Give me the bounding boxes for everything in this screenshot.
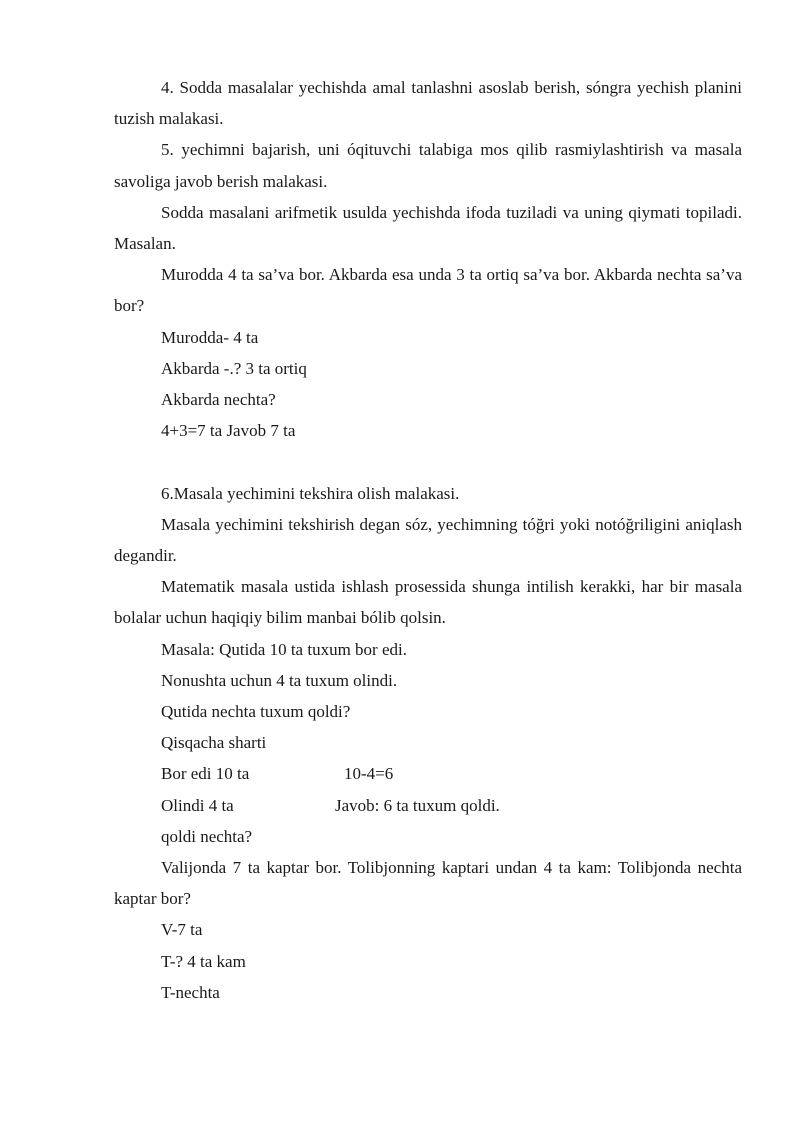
- line-murodda: Murodda- 4 ta: [161, 327, 259, 347]
- line-expression: 10-4=6: [344, 764, 394, 784]
- line-v: V-7 ta: [161, 920, 203, 940]
- heading-item-6: 6.Masala yechimini tekshira olish malakasi.: [161, 483, 460, 503]
- paragraph-matematik: Matematik masala ustida ishlash prosessida shunga intilish kerakki, har bir masala bolalar uchun haqiqiy bilim manbai bólib qolsin.: [114, 577, 742, 628]
- line-qisqacha-sharti: Qisqacha sharti: [161, 733, 267, 753]
- line-olindi: Olindi 4 ta: [161, 795, 234, 815]
- line-bor-edi: Bor edi 10 ta: [161, 764, 250, 784]
- line-nonushta: Nonushta uchun 4 ta tuxum olindi.: [161, 670, 398, 690]
- paragraph-item-4: 4. Sodda masalalar yechishda amal tanlashni asoslab berish, sóngra yechish planini tuzish malakasi.: [114, 78, 742, 129]
- blank-line: [114, 446, 742, 477]
- row-bor-edi: [114, 758, 742, 789]
- line-answer-1: 4+3=7 ta Javob 7 ta: [161, 421, 296, 441]
- paragraph-example-murod: Murodda 4 ta sa’va bor. Akbarda esa unda 3 ta ortiq sa’va bor. Akbarda nechta sa’va bor?: [114, 265, 742, 316]
- paragraph-valijon: Valijonda 7 ta kaptar bor. Tolibjonning kaptari undan 4 ta kam: Tolibjonda nechta kaptar bor?: [114, 858, 742, 909]
- line-t: T-? 4 ta kam: [161, 951, 246, 971]
- line-qoldi-nechta: qoldi nechta?: [161, 826, 253, 846]
- line-akbarda: Akbarda -.? 3 ta ortiq: [161, 358, 307, 378]
- line-masala-qutida: Masala: Qutida 10 ta tuxum bor edi.: [161, 639, 407, 659]
- line-t-nechta: T-nechta: [161, 982, 220, 1002]
- paragraph-tekshirish: Masala yechimini tekshirish degan sóz, yechimning tóğri yoki notóğriligini aniqlash degandir.: [114, 514, 742, 566]
- paragraph-item-5: 5. yechimni bajarish, uni óqituvchi talabiga mos qilib rasmiylashtirish va masala savoliga javob berish malakasi.: [114, 140, 742, 191]
- line-qutida-question: Qutida nechta tuxum qoldi?: [161, 702, 351, 722]
- line-akbarda-question: Akbarda nechta?: [161, 390, 276, 410]
- paragraph-sodda-masala: Sodda masalani arifmetik usulda yechishda ifoda tuziladi va uning qiymati topiladi. Masalan.: [114, 202, 742, 254]
- row-olindi: [114, 790, 742, 821]
- line-answer-2: Javob: 6 ta tuxum qoldi.: [335, 795, 500, 815]
- document-body: [114, 72, 742, 1008]
